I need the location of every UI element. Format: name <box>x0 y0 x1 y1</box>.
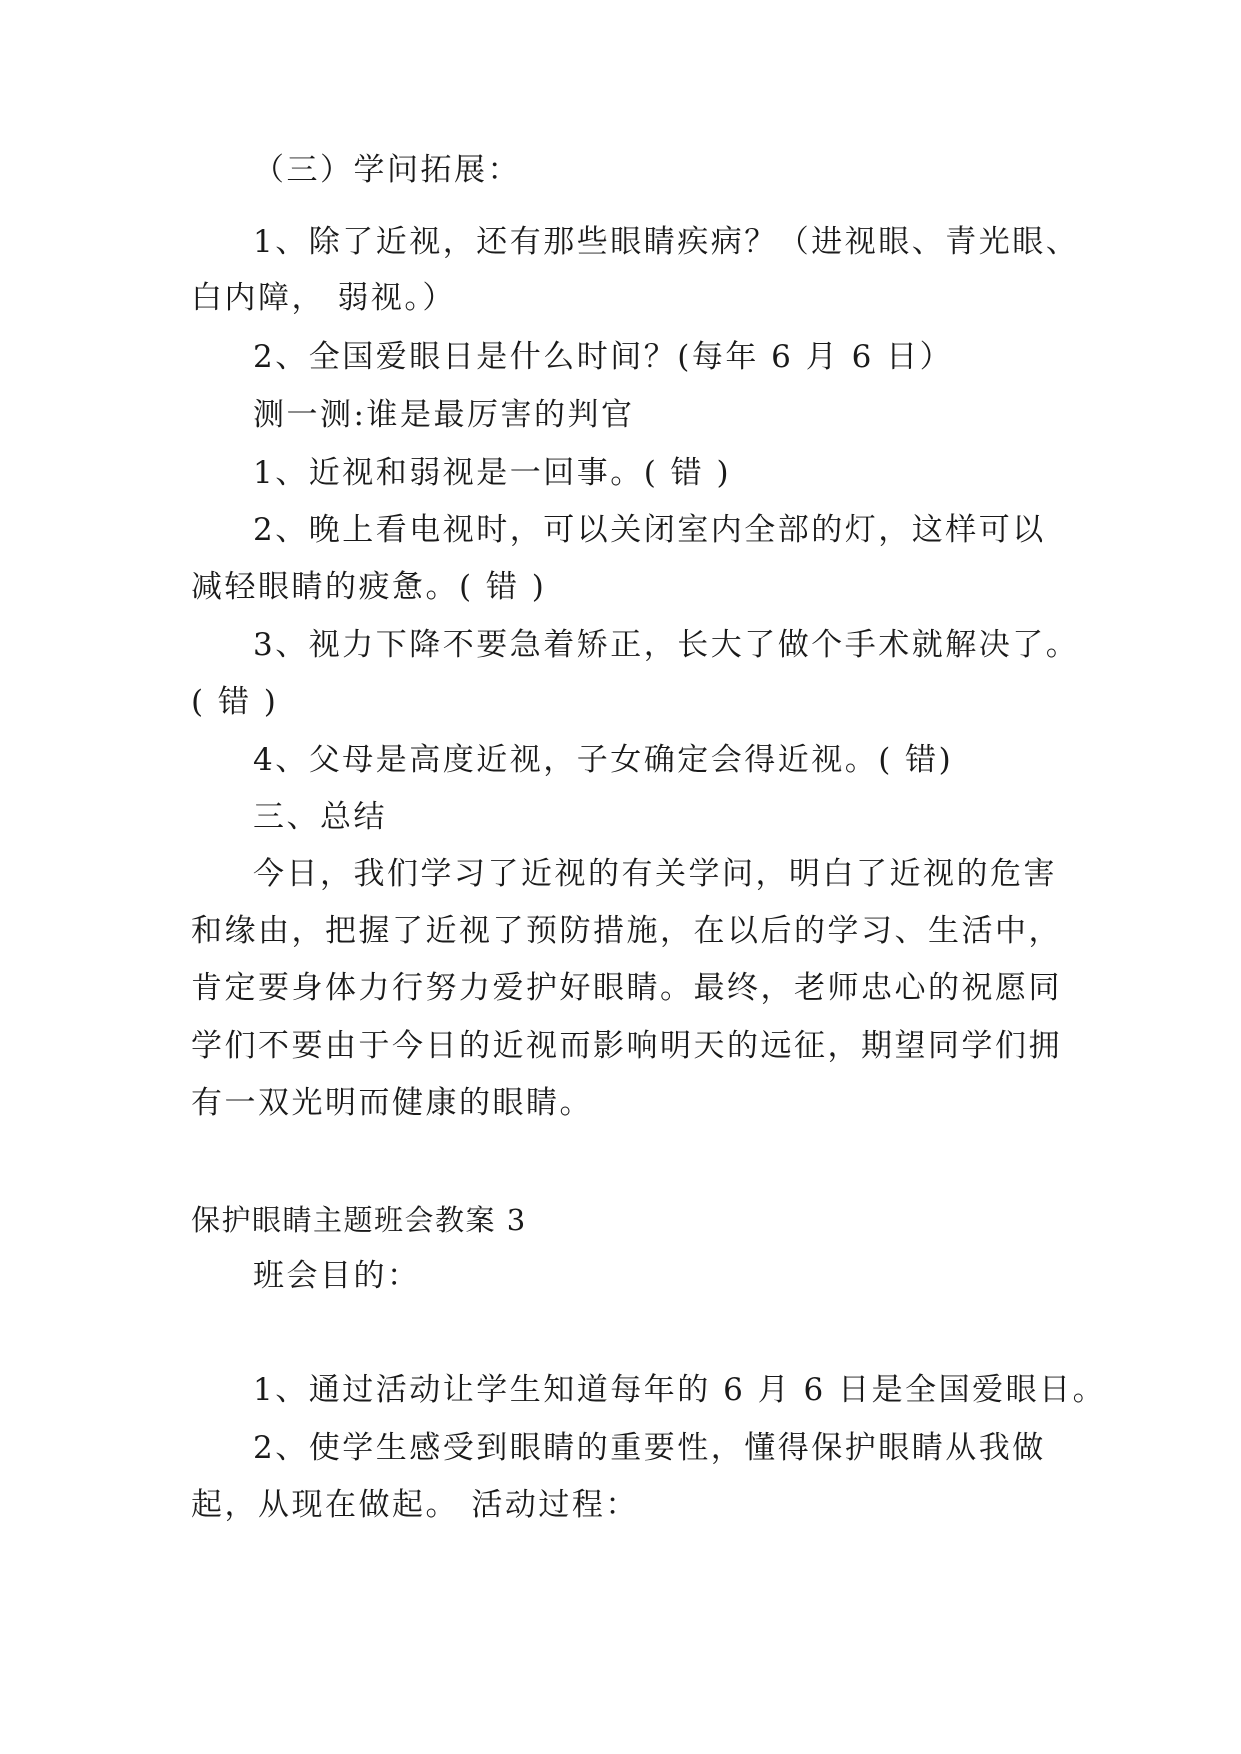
quiz-item-1: 1、近视和弱视是一回事。( 错 ) <box>253 455 732 491</box>
goal-item-2: 2、使学生感受到眼睛的重要性，懂得保护眼睛从我做 <box>253 1430 1046 1466</box>
knowledge-heading: （三）学问拓展： <box>253 152 521 188</box>
plan3-title: 保护眼睛主题班会教案 3 <box>191 1203 527 1237</box>
summary-paragraph-line: 和缘由，把握了近视了预防措施，在以后的学习、生活中， <box>191 913 1062 949</box>
knowledge-question-2: 2、全国爱眼日是什么时间？(每年 6 月 6 日） <box>253 339 954 375</box>
quiz-item-4: 4、父母是高度近视，子女确定会得近视。( 错) <box>253 742 954 778</box>
goal-heading: 班会目的： <box>253 1258 421 1294</box>
summary-heading: 三、总结 <box>253 799 387 835</box>
quiz-item-3-cont: ( 错 ) <box>191 684 279 720</box>
knowledge-question-1: 1、除了近视，还有那些眼睛疾病？（进视眼、青光眼、 <box>253 224 1080 260</box>
quiz-item-3: 3、视力下降不要急着矫正，长大了做个手术就解决了。 <box>253 627 1080 663</box>
goal-item-2-cont: 起，从现在做起。 活动过程： <box>191 1487 639 1523</box>
summary-paragraph-line: 学们不要由于今日的近视而影响明天的远征，期望同学们拥 <box>191 1028 1062 1064</box>
quiz-item-2: 2、晚上看电视时，可以关闭室内全部的灯，这样可以 <box>253 512 1046 548</box>
knowledge-question-1-cont: 白内障， 弱视。） <box>191 280 456 316</box>
summary-paragraph-line: 今日，我们学习了近视的有关学问，明白了近视的危害 <box>253 856 1057 892</box>
quiz-title: 测一测:谁是最厉害的判官 <box>253 397 635 433</box>
summary-paragraph-line: 肯定要身体力行努力爱护好眼睛。最终，老师忠心的祝愿同 <box>191 970 1062 1006</box>
summary-paragraph-line: 有一双光明而健康的眼睛。 <box>191 1085 593 1121</box>
goal-item-1: 1、通过活动让学生知道每年的 6 月 6 日是全国爱眼日。 <box>253 1372 1107 1408</box>
quiz-item-2-cont: 减轻眼睛的疲惫。( 错 ) <box>191 569 547 605</box>
